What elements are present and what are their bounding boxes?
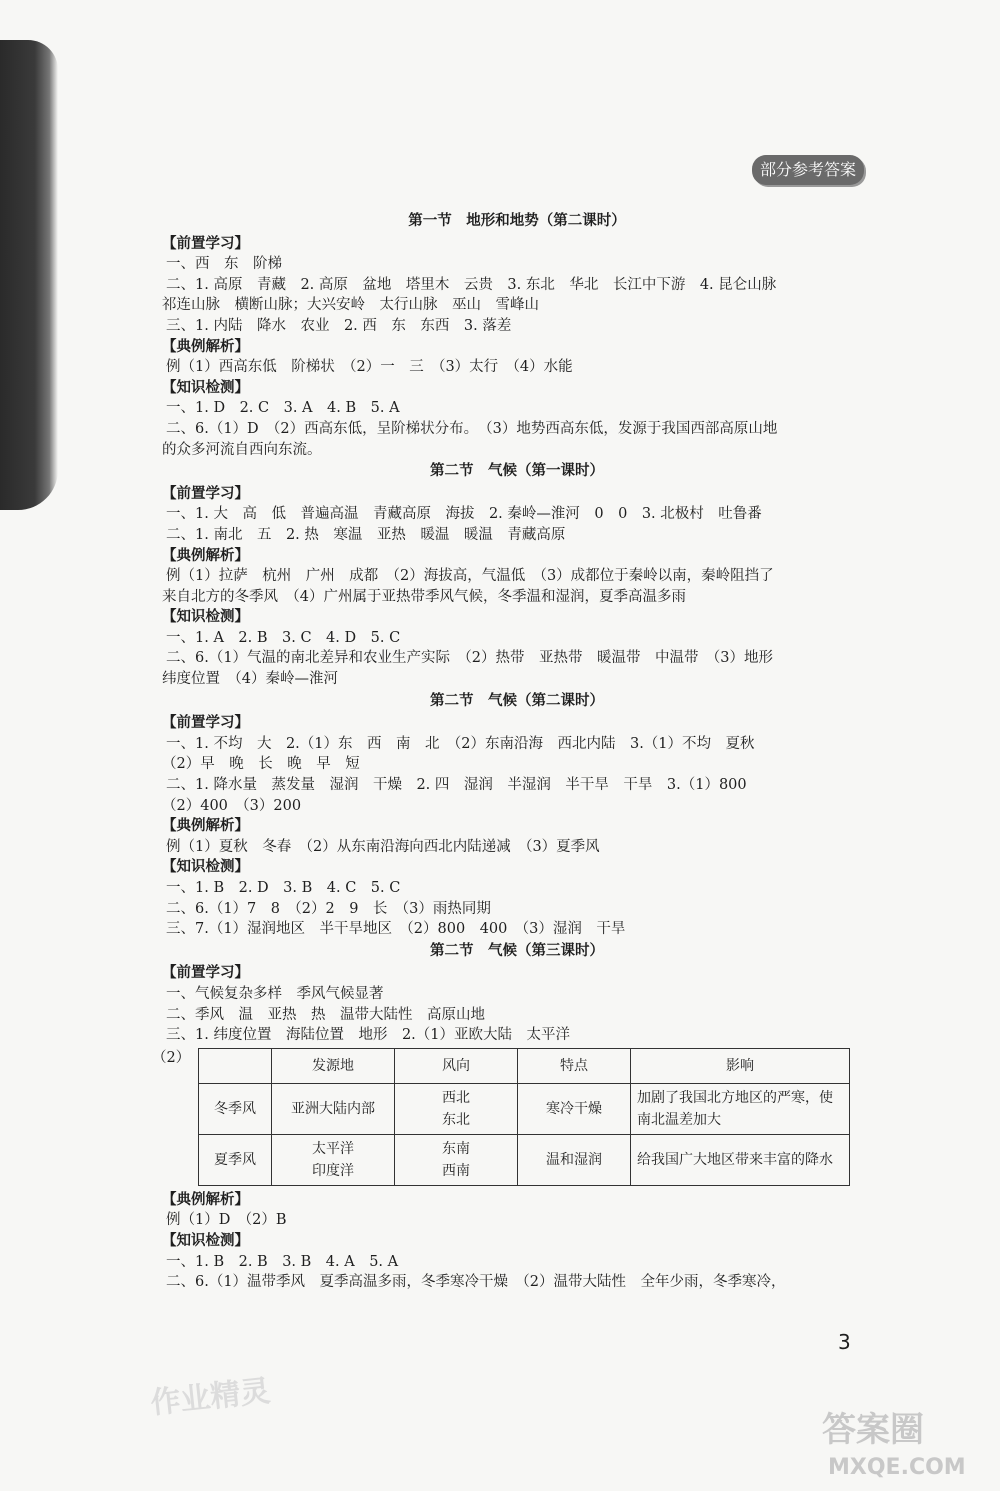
table-row xyxy=(199,1134,850,1185)
table-cell: 东南 西南 xyxy=(395,1134,518,1185)
answer-line: 三、1. 内陆 降水 农业 2. 西 东 东西 3. 落差 xyxy=(166,317,512,334)
page-number: 3 xyxy=(838,1330,851,1354)
heading-preview: 【前置学习】 xyxy=(162,484,249,502)
heading-example: 【典例解析】 xyxy=(162,817,249,835)
section-title: 第二节 气候（第二课时） xyxy=(430,691,604,709)
heading-check: 【知识检测】 xyxy=(162,608,249,626)
answer-line: 一、1. A 2. B 3. C 4. D 5. C xyxy=(166,629,401,646)
table-cell: 太平洋 印度洋 xyxy=(272,1134,395,1185)
heading-check: 【知识检测】 xyxy=(162,378,249,396)
table-row xyxy=(199,1083,850,1134)
book-binding-shadow xyxy=(0,40,58,510)
heading-check: 【知识检测】 xyxy=(162,1231,249,1249)
answer-line: 例（1）拉萨 杭州 广州 成都 （2）海拔高，气温低 （3）成都位于秦岭以南，秦岭阻挡了 xyxy=(166,568,774,585)
table-header-row xyxy=(199,1048,850,1083)
table-cell: 温和湿润 xyxy=(518,1134,631,1185)
answer-line: 一、1. 不均 大 2.（1）东 西 南 北 （2）东南沿海 西北内陆 3.（1）不均 夏秋 xyxy=(166,735,755,752)
answer-line: 一、1. B 2. B 3. B 4. A 5. A xyxy=(166,1253,399,1270)
answer-line: 一、气候复杂多样 季风气候显著 xyxy=(166,985,384,1002)
answer-line: 二、季风 温 亚热 热 温带大陆性 高原山地 xyxy=(166,1006,485,1023)
monsoon-table xyxy=(198,1048,850,1186)
table-header-cell: 影响 xyxy=(631,1048,850,1083)
table-cell: 夏季风 xyxy=(199,1134,272,1185)
table-wrapper xyxy=(152,1048,872,1186)
answer-line: 例（1）D （2）B xyxy=(166,1212,287,1229)
answer-line: 一、1. 大 高 低 普遍高温 青藏高原 海拔 2. 秦岭—淮河 0 0 3. 北极村 吐鲁番 xyxy=(166,506,762,523)
heading-example: 【典例解析】 xyxy=(162,1190,249,1208)
table-cell: 寒冷干燥 xyxy=(518,1083,631,1134)
answer-line: 一、西 东 阶梯 xyxy=(166,256,282,273)
watermark-url: MXQE.COM xyxy=(828,1455,966,1480)
answer-line: （2）早 晚 长 晚 早 短 xyxy=(162,756,360,773)
section-title: 第一节 地形和地势（第二课时） xyxy=(408,212,626,229)
heading-preview: 【前置学习】 xyxy=(162,234,249,252)
section-badge: 部分参考答案 xyxy=(752,155,864,185)
answer-line: 三、7.（1）湿润地区 半干旱地区 （2）800 400 （3）湿润 干旱 xyxy=(166,921,626,938)
answer-line: 二、6.（1）气温的南北差异和农业生产实际 （2）热带 亚热带 暖温带 中温带 （3）地形 xyxy=(166,650,774,667)
table-header-cell: 风向 xyxy=(395,1048,518,1083)
heading-preview: 【前置学习】 xyxy=(162,714,249,732)
answer-line: 二、6.（1）D （2）西高东低，呈阶梯状分布。 （3）地势西高东低，发源于我国西部高原山地 xyxy=(166,420,778,437)
faint-stamp: 作业精灵 xyxy=(148,1373,272,1422)
answer-content xyxy=(152,210,872,1293)
table-cell: 西北 东北 xyxy=(395,1083,518,1134)
answer-line: 来自北方的冬季风 （4）广州属于亚热带季风气候，冬季温和湿润，夏季高温多雨 xyxy=(162,588,686,605)
answer-line: 二、1. 南北 五 2. 热 寒温 亚热 暖温 暖温 青藏高原 xyxy=(166,526,566,543)
watermark-logo: 答案圈 xyxy=(822,1410,924,1450)
table-cell: 亚洲大陆内部 xyxy=(272,1083,395,1134)
answer-line: （2）400 （3）200 xyxy=(162,797,302,814)
answer-line: 一、1. B 2. D 3. B 4. C 5. C xyxy=(166,880,401,896)
table-cell: 加剧了我国北方地区的严寒，使南北温差加大 xyxy=(631,1083,850,1134)
answer-line: 例（1）夏秋 冬春 （2）从东南沿海向西北内陆递减 （3）夏季风 xyxy=(166,838,600,855)
heading-preview: 【前置学习】 xyxy=(162,964,249,982)
heading-example: 【典例解析】 xyxy=(162,546,249,564)
table-header-cell: 特点 xyxy=(518,1048,631,1083)
table-cell: 冬季风 xyxy=(199,1083,272,1134)
answer-line: 二、6.（1）7 8 （2）2 9 长 （3）雨热同期 xyxy=(166,900,491,917)
heading-check: 【知识检测】 xyxy=(162,858,249,876)
table-cell: 给我国广大地区带来丰富的降水 xyxy=(631,1134,850,1185)
answer-line: 纬度位置 （4）秦岭—淮河 xyxy=(162,671,338,688)
answer-line: 二、1. 高原 青藏 2. 高原 盆地 塔里木 云贵 3. 东北 华北 长江中下游 4. 昆仑山脉 xyxy=(166,276,777,293)
answer-line: 祁连山脉 横断山脉；大兴安岭 太行山脉 巫山 雪峰山 xyxy=(162,297,539,314)
table-label: （2） xyxy=(152,1049,191,1066)
answer-line: 三、1. 纬度位置 海陆位置 地形 2.（1）亚欧大陆 太平洋 xyxy=(166,1027,571,1044)
answer-line: 的众多河流自西向东流。 xyxy=(162,441,322,458)
answer-line: 一、1. D 2. C 3. A 4. B 5. A xyxy=(166,400,400,417)
table-header-cell xyxy=(199,1048,272,1083)
answer-line: 二、6.（1）温带季风 夏季高温多雨，冬季寒冷干燥 （2）温带大陆性 全年少雨，冬季寒冷， xyxy=(166,1274,786,1291)
answer-line: 二、1. 降水量 蒸发量 湿润 干燥 2. 四 湿润 半湿润 半干旱 干旱 3.（1）800 xyxy=(166,777,747,794)
heading-example: 【典例解析】 xyxy=(162,337,249,355)
answer-line: 例（1）西高东低 阶梯状 （2）一 三 （3）太行 （4）水能 xyxy=(166,359,573,376)
section-title: 第二节 气候（第三课时） xyxy=(430,941,604,959)
table-header-cell: 发源地 xyxy=(272,1048,395,1083)
section-title: 第二节 气候（第一课时） xyxy=(430,462,604,480)
